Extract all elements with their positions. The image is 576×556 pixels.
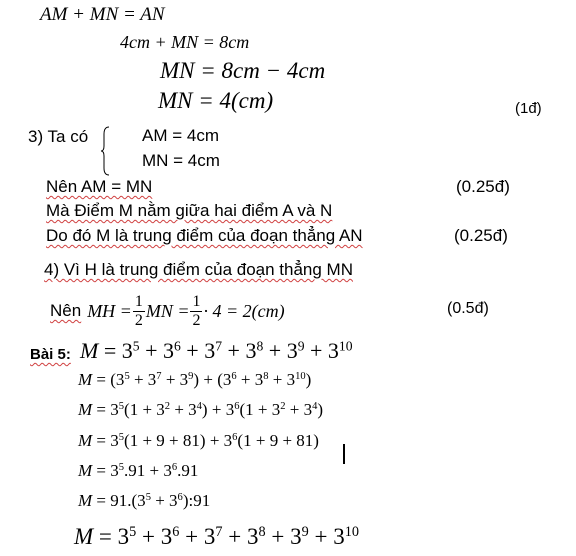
bai5-line-6: $M = 91.(3^5$ + $3^6):91$	[78, 491, 211, 510]
bai5-line-5: $M = 3^5.91 + 3^6.91$	[78, 461, 199, 480]
part4-rest: · 4 = 2(cm)	[203, 300, 285, 321]
part3-line-am-eq-mn: Nên AM = MN	[46, 177, 153, 196]
part4-prefix: Nên	[50, 301, 82, 320]
part3-line-midpoint-an: Do đó M là trung điểm của đoạn thẳng AN	[46, 226, 363, 245]
fraction-denominator: 2	[134, 311, 143, 329]
bai5-line-4: $M = 3^5(1 + 9 + 81) + 3^6(1 + 9 + 81)$	[78, 431, 319, 450]
bai5-line-2: $M = (3^5 + 3^7 + 3^9) + (3^6 + 3^8 + 3^{10})$	[78, 370, 312, 389]
equation-mn-8cm-4cm: MN = 8cm − 4cm	[160, 58, 326, 83]
fraction-numerator: 1	[192, 292, 201, 310]
text-cursor	[343, 444, 345, 464]
score-part3-line3: (0.25đ)	[454, 226, 508, 245]
left-brace-icon	[100, 126, 110, 176]
equation-am-mn-an: AM + MN = AN	[40, 4, 165, 25]
score-part3-line1: (0.25đ)	[456, 177, 510, 196]
fraction-denominator: 2	[192, 311, 201, 329]
equation-mn-4cm: MN = 4(cm)	[158, 88, 274, 113]
bai5-label: Bài 5:	[30, 346, 71, 363]
score-part4: (0.5đ)	[447, 300, 489, 317]
part3-case-mn: MN = 4cm	[142, 151, 220, 170]
part4-formula	[50, 289, 285, 333]
bai5-line-1: $M = 3^5 + 3^6 + 3^7 + 3^8 + 3^9 + 3^{10}$	[80, 338, 353, 363]
fraction-one-half	[133, 294, 145, 329]
score-part2: (1đ)	[515, 100, 542, 117]
part4-mid: MN =	[145, 300, 190, 321]
part3-prefix	[28, 127, 88, 147]
part3-case-am: AM = 4cm	[142, 126, 219, 145]
part3-line-m-between: Mà Điểm M nằm giữa hai điểm A và N	[46, 201, 333, 220]
fraction-one-half-2	[190, 294, 202, 329]
fraction-numerator: 1	[134, 292, 143, 310]
bai5-line-3: $M = 3^5(1 + 3^2 + 3^4) + 3^6(1 + 3^2 + 3^4)$	[78, 400, 324, 419]
equation-4cm-mn-8cm: 4cm + MN = 8cm	[120, 32, 250, 52]
bai5-line-7: $M = 3^5 + 3^6 + 3^7 + 3^8 + 3^9 + 3^{10}$	[74, 524, 359, 549]
part4-statement: 4) Vì H là trung điểm của đoạn thẳng MN	[44, 260, 353, 279]
part4-lhs: MH =	[87, 300, 132, 321]
part3-prefix-text: 3) Ta có	[28, 127, 89, 146]
